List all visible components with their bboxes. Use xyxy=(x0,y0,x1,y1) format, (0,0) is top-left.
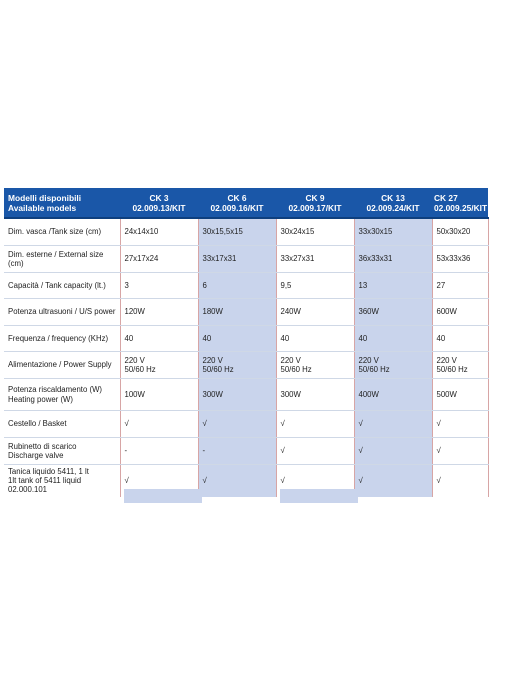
model-name: CK 9 xyxy=(305,192,325,203)
table-cell xyxy=(276,246,354,273)
column-header-ck13 xyxy=(354,188,432,218)
table-cell xyxy=(120,273,198,299)
model-name: CK 3 xyxy=(149,192,169,203)
row-label xyxy=(4,326,120,352)
table-cell xyxy=(276,438,354,465)
row-label-line: Alimentazione / Power Supply xyxy=(8,360,112,370)
model-code: 02.009.17/KIT xyxy=(288,202,342,213)
cell-value: 9,5 xyxy=(280,280,292,290)
table-cell xyxy=(432,218,488,246)
cell-value: 240W xyxy=(280,307,301,317)
cell-value: 220 V xyxy=(358,355,379,365)
column-header-ck6 xyxy=(198,188,276,218)
row-label-line: Discharge valve xyxy=(8,451,64,460)
table-row xyxy=(4,379,488,411)
cell-value: 300W xyxy=(202,389,223,399)
cell-value: √ xyxy=(358,476,363,486)
table-cell xyxy=(120,352,198,379)
table-cell xyxy=(276,273,354,299)
cell-value: √ xyxy=(202,419,207,429)
table-cell xyxy=(354,352,432,379)
row-label-line: Cestello / Basket xyxy=(8,419,67,429)
table-cell xyxy=(354,273,432,299)
row-label-line: 1lt tank of 5411 liquid xyxy=(8,476,82,486)
cell-value: 600W xyxy=(436,307,457,317)
table-cell xyxy=(198,218,276,246)
row-label xyxy=(4,438,120,465)
cell-value: 220 V xyxy=(124,355,145,365)
models-spec-table xyxy=(4,188,489,497)
row-label-line: Rubinetto di scarico xyxy=(8,441,77,451)
table-cell xyxy=(276,326,354,352)
table-cell xyxy=(432,352,488,379)
cell-value: √ xyxy=(280,476,285,486)
model-name: CK 6 xyxy=(227,192,247,203)
table-cell xyxy=(198,352,276,379)
cell-value: 33x30x15 xyxy=(358,227,393,237)
table-cell xyxy=(198,273,276,299)
table-cell xyxy=(354,438,432,465)
table-cell xyxy=(354,379,432,411)
row-label-line: Potenza riscaldamento (W) xyxy=(8,385,103,395)
column-header-ck9 xyxy=(276,188,354,218)
row-label-line: Dim. esterne / External size (cm) xyxy=(8,249,104,268)
table-cell xyxy=(354,326,432,352)
cell-value: √ xyxy=(358,446,363,456)
column-header-ck3 xyxy=(120,188,198,218)
available-models-header xyxy=(4,188,120,218)
cell-value: - xyxy=(202,446,206,456)
table-cell xyxy=(354,465,432,497)
table-row xyxy=(4,438,488,465)
table-row xyxy=(4,465,488,497)
table-cell xyxy=(276,299,354,326)
table-cell xyxy=(432,246,488,273)
row-label-line: Capacità / Tank capacity (lt.) xyxy=(8,280,106,290)
table-header-row xyxy=(4,188,488,218)
cell-value: 36x33x31 xyxy=(358,254,393,264)
cell-value: 100W xyxy=(124,389,145,399)
row-label xyxy=(4,246,120,273)
cell-value: √ xyxy=(436,476,441,486)
row-label-line: 02.000.101 xyxy=(8,485,48,495)
cell-value: 120W xyxy=(124,307,145,317)
table-cell xyxy=(354,411,432,438)
row-label-line: Frequenza / frequency (KHz) xyxy=(8,333,109,343)
cell-value: √ xyxy=(124,419,129,429)
table-body xyxy=(4,218,488,497)
cell-value: 40 xyxy=(436,333,446,343)
row-label-line: Tanica liquido 5411, 1 lt xyxy=(8,467,89,476)
cell-value: 500W xyxy=(436,389,457,399)
cell-value: √ xyxy=(436,446,441,456)
header-label-en: Available models xyxy=(8,202,77,213)
table-cell xyxy=(354,246,432,273)
row-label xyxy=(4,411,120,438)
shaded-column-tail xyxy=(124,489,202,503)
table-row xyxy=(4,326,488,352)
model-code: 02.009.13/KIT xyxy=(132,202,186,213)
cell-value: 300W xyxy=(280,389,301,399)
model-code: 02.009.24/KIT xyxy=(366,202,420,213)
model-name: CK 13 xyxy=(381,192,405,203)
table-cell xyxy=(120,299,198,326)
cell-value: 400W xyxy=(358,389,379,399)
table-cell xyxy=(120,379,198,411)
table-cell xyxy=(120,326,198,352)
cell-value: 50/60 Hz xyxy=(124,365,156,374)
table-cell xyxy=(198,246,276,273)
table-cell xyxy=(198,411,276,438)
table-cell xyxy=(354,299,432,326)
cell-value: √ xyxy=(280,419,285,429)
table-cell xyxy=(276,379,354,411)
model-name: CK 27 xyxy=(434,192,458,203)
cell-value: 50/60 Hz xyxy=(436,365,468,374)
table-row xyxy=(4,411,488,438)
cell-value: 33x27x31 xyxy=(280,254,315,264)
row-label xyxy=(4,465,120,497)
cell-value: 40 xyxy=(202,333,212,343)
cell-value: 220 V xyxy=(436,355,457,365)
cell-value: 50/60 Hz xyxy=(202,365,234,374)
cell-value: 40 xyxy=(280,333,290,343)
row-label-line: Dim. vasca /Tank size (cm) xyxy=(8,227,102,237)
cell-value: 50/60 Hz xyxy=(280,365,312,374)
row-label xyxy=(4,379,120,411)
cell-value: 180W xyxy=(202,307,223,317)
model-code: 02.009.25/KIT xyxy=(434,202,488,213)
row-label xyxy=(4,352,120,379)
table-cell xyxy=(198,299,276,326)
table-cell xyxy=(354,218,432,246)
table-cell xyxy=(198,465,276,497)
cell-value: 33x17x31 xyxy=(202,254,237,264)
table-row xyxy=(4,352,488,379)
table-cell xyxy=(276,218,354,246)
cell-value: 360W xyxy=(358,307,379,317)
header-label-it: Modelli disponibili xyxy=(8,192,82,203)
cell-value: √ xyxy=(358,419,363,429)
cell-value: √ xyxy=(202,476,207,486)
cell-value: 27 xyxy=(436,280,446,290)
cell-value: - xyxy=(124,446,128,456)
table-row xyxy=(4,299,488,326)
table-cell xyxy=(198,438,276,465)
table-cell xyxy=(120,438,198,465)
row-label xyxy=(4,218,120,246)
row-label-line: Potenza ultrasuoni / U/S power xyxy=(8,307,116,317)
cell-value: 220 V xyxy=(280,355,301,365)
table-row xyxy=(4,273,488,299)
table-cell xyxy=(198,326,276,352)
table-cell xyxy=(120,411,198,438)
cell-value: 30x15,5x15 xyxy=(202,227,243,237)
row-label xyxy=(4,299,120,326)
table-cell xyxy=(432,326,488,352)
table-cell xyxy=(432,438,488,465)
cell-value: √ xyxy=(436,419,441,429)
table-cell xyxy=(432,273,488,299)
cell-value: 30x24x15 xyxy=(280,227,315,237)
table-cell xyxy=(432,465,488,497)
table-cell xyxy=(432,379,488,411)
table-cell xyxy=(432,411,488,438)
cell-value: √ xyxy=(280,446,285,456)
cell-value: 40 xyxy=(358,333,368,343)
cell-value: 24x14x10 xyxy=(124,227,159,237)
shaded-column-tail xyxy=(280,489,358,503)
column-header-ck27 xyxy=(432,188,488,218)
cell-value: 50x30x20 xyxy=(436,227,471,237)
cell-value: 220 V xyxy=(202,355,223,365)
cell-value: 13 xyxy=(358,280,368,290)
table-cell xyxy=(120,246,198,273)
cell-value: 40 xyxy=(124,333,134,343)
row-label-line: Heating power (W) xyxy=(8,394,73,404)
cell-value: 27x17x24 xyxy=(124,254,159,264)
table-row xyxy=(4,218,488,246)
table-cell xyxy=(120,218,198,246)
table-row xyxy=(4,246,488,273)
cell-value: 3 xyxy=(124,280,129,290)
cell-value: 53x33x36 xyxy=(436,254,471,264)
table-cell xyxy=(276,352,354,379)
table-cell xyxy=(432,299,488,326)
table-cell xyxy=(198,379,276,411)
cell-value: 6 xyxy=(202,280,207,290)
cell-value: √ xyxy=(124,476,129,486)
cell-value: 50/60 Hz xyxy=(358,365,390,374)
table-cell xyxy=(276,411,354,438)
row-label xyxy=(4,273,120,299)
model-code: 02.009.16/KIT xyxy=(210,202,264,213)
